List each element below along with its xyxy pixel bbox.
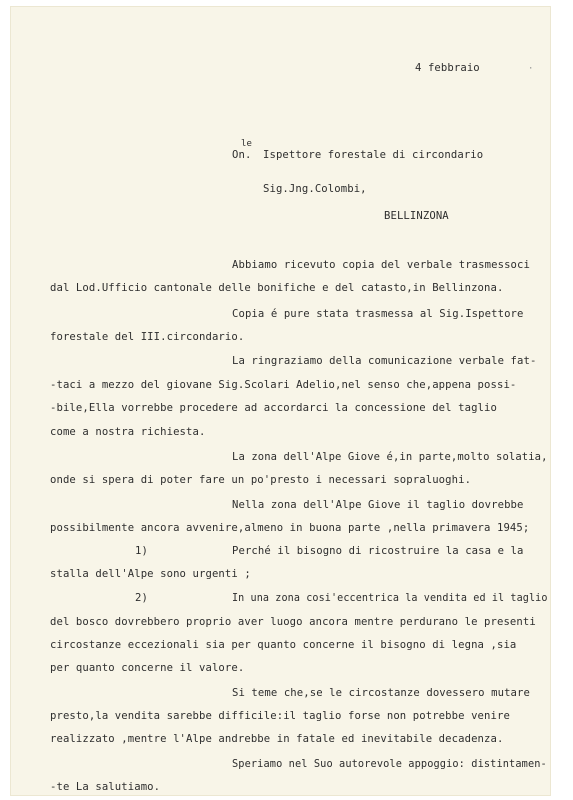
body-line: -te La salutiamo. [50, 781, 161, 793]
body-line: Abbiamo ricevuto copia del verbale trasmessoci [232, 259, 530, 271]
body-line: onde si spera di poter fare un po'presto i necessari sopraluoghi. [50, 474, 472, 486]
body-line: per quanto concerne il valore. [50, 662, 245, 674]
body-line: Speriamo nel Suo autorevole appoggio: distintamen- [232, 758, 547, 770]
list-number: 1) [135, 545, 148, 557]
body-line: Perché il bisogno di ricostruire la casa e la [232, 545, 524, 557]
body-line: Si teme che,se le circostanze dovessero mutare [232, 687, 530, 699]
margin-mark: · [528, 64, 534, 74]
body-line: presto,la vendita sarebbe difficile:il taglio forse non potrebbe venire [50, 710, 510, 722]
body-line: -bile,Ella vorrebbe procedere ad accordarci la concessione del taglio [50, 402, 497, 414]
body-line: stalla dell'Alpe sono urgenti ; [50, 568, 251, 580]
salutation-prefix: On. [232, 149, 252, 161]
body-line: del bosco dovrebbero proprio aver luogo ancora mentre perdurano le presenti [50, 616, 536, 628]
body-line: come a nostra richiesta. [50, 426, 206, 438]
salutation-superscript: le [241, 139, 253, 149]
body-line: circostanze eccezionali sia per quanto concerne il bisogno di legna ,sia [50, 639, 517, 651]
body-line: forestale del III.circondario. [50, 331, 245, 343]
body-line: In una zona cosi'eccentrica la vendita ed il taglio [232, 592, 548, 604]
letter-date: 4 febbraio [415, 62, 480, 74]
body-line: realizzato ,mentre l'Alpe andrebbe in fatale ed inevitabile decadenza. [50, 733, 504, 745]
body-line: -taci a mezzo del giovane Sig.Scolari Adelio,nel senso che,appena possi- [50, 379, 517, 391]
body-line: La zona dell'Alpe Giove é,in parte,molto solatia, [232, 451, 548, 463]
letter-page [10, 6, 551, 796]
list-number: 2) [135, 592, 148, 604]
recipient-city: BELLINZONA [384, 210, 449, 222]
body-line: dal Lod.Ufficio cantonale delle bonifiche e del catasto,in Bellinzona. [50, 282, 504, 294]
recipient-name: Sig.Jng.Colombi, [263, 183, 367, 195]
recipient-title: Ispettore forestale di circondario [263, 149, 484, 161]
body-line: Nella zona dell'Alpe Giove il taglio dovrebbe [232, 499, 524, 511]
body-line: Copia é pure stata trasmessa al Sig.Ispettore [232, 308, 524, 320]
body-line: possibilmente ancora avvenire,almeno in buona parte ,nella primavera 1945; [50, 522, 530, 534]
body-line: La ringraziamo della comunicazione verbale fat- [232, 355, 537, 367]
